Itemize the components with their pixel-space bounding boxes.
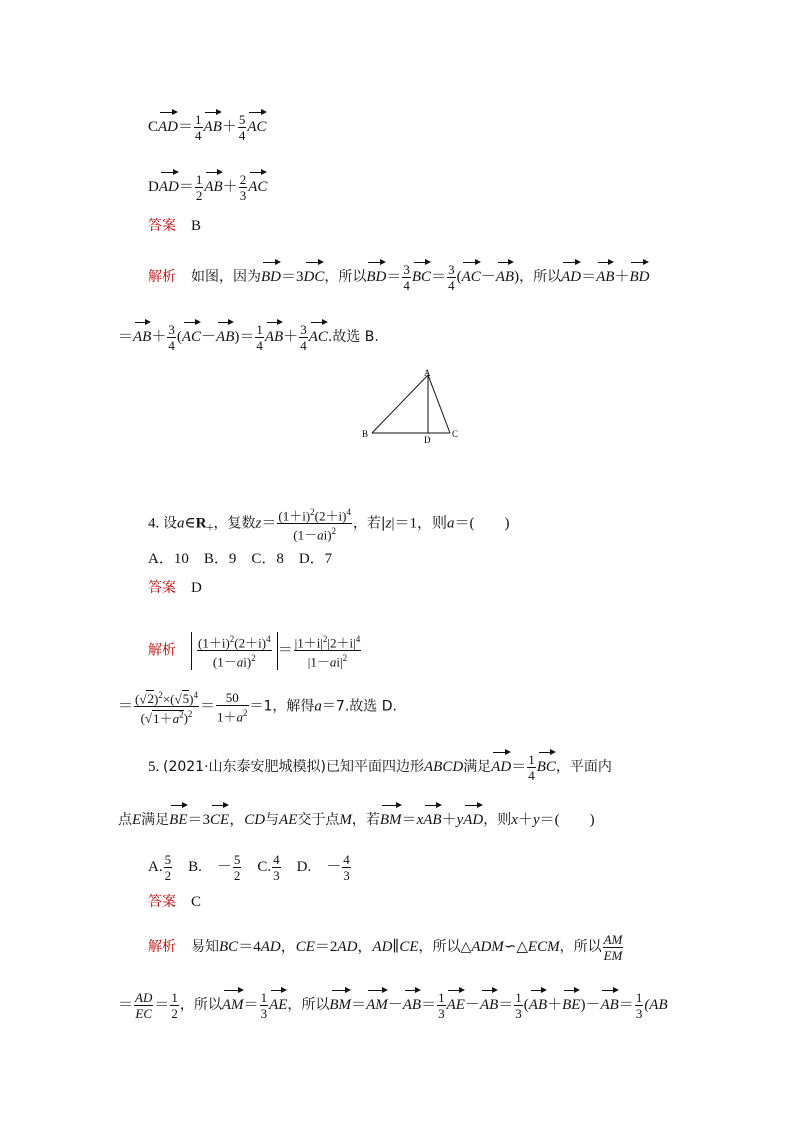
answer-q4: 答案 D bbox=[148, 580, 202, 596]
question-5-stem-line1: 5. (2021·山东泰安肥城模拟)已知平面四边形ABCD满足AD＝ $\frac{1}{4}$ BC，平面内 bbox=[148, 752, 612, 783]
analysis-q3-line1: 解析 如图，因为BD＝3DC，所以BD＝ $\frac{3}{4}$ BC＝ $\frac{3}{4}$ (AC－AB)，所以AD＝AB＋BD bbox=[148, 262, 650, 293]
question-4-options: A．10 B．9 C．8 D．7 bbox=[148, 551, 333, 567]
point-b-label: B bbox=[362, 429, 369, 439]
answer-q3: 答案 B bbox=[148, 218, 202, 234]
option-c: CAD＝ $\frac{1}{4}$ AB＋ $\frac{5}{4}$ AC bbox=[148, 112, 267, 143]
point-d-label: D bbox=[424, 435, 431, 445]
triangle-figure bbox=[358, 366, 468, 446]
option-d: DAD＝ $\frac{1}{2}$ AB＋ $\frac{2}{3}$ AC bbox=[148, 172, 268, 203]
analysis-q3-line2: ＝AB＋ $\frac{3}{4}$ (AC－AB)＝ $\frac{1}{4}$ AB＋ $\frac{3}{4}$ AC.故选 B. bbox=[118, 322, 379, 353]
point-a-label: A bbox=[424, 368, 431, 378]
analysis-q5-line2: ＝ $\frac{AD}{EC}$ ＝ $\frac{1}{2}$ ，所以AM＝ $\frac{1}{3}$ AE，所以BM＝AM－AB＝ $\frac{1}{3}$ AE－AB＝ $\frac{1}{3}$ (AB＋BE)－AB＝ $\frac{1}{3}$ (AB bbox=[118, 990, 668, 1021]
question-5-stem-line2: 点E满足BE＝3CE，CD与AE交于点M，若BM＝xAB＋yAD，则x＋y＝( ) bbox=[118, 812, 595, 828]
point-c-label: C bbox=[452, 429, 459, 439]
analysis-q4-line1: 解析 $\frac{(1+i)^2(2+i)^4}{(1-ai)^2}$ ＝ $\frac{|1+i|^2|2+i|^4}{|1-ai|^2}$ bbox=[148, 634, 361, 670]
question-4-stem: 4. 设$a\in R_+$，复数z＝ $\frac{(1+i)^2(2+i)^4}{(1-ai)^2}$ ，若|z|＝1，则a＝( ) bbox=[148, 507, 510, 543]
answer-q5: 答案 C bbox=[148, 894, 202, 910]
analysis-q4-line2: ＝ $\frac{(√2)^2\times(√5)^4}{(√1+a^2)^2}$ ＝ $\frac{50}{1+a^2}$ ＝1，解得a＝7.故选 D. bbox=[118, 689, 397, 726]
analysis-q5-line1: 解析 易知BC＝4AD，CE＝2AD，AD∥CE，所以△ADM∽△ECM，所以 $\frac{AM}{EM}$ bbox=[148, 932, 623, 963]
question-5-options: A. $\frac{5}{2}$ B. － $\frac{5}{2}$ C. $\frac{4}{3}$ D. － $\frac{4}{3}$ bbox=[148, 852, 350, 883]
